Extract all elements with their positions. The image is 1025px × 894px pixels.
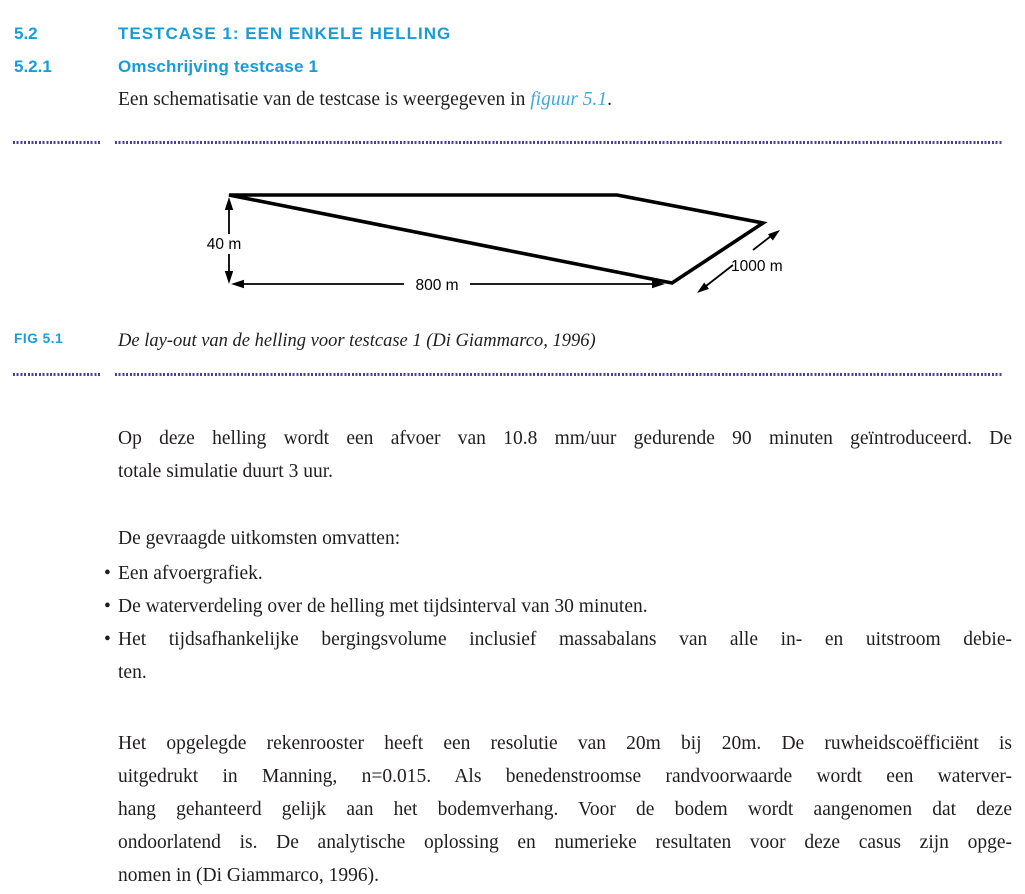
- arrowhead-down: [225, 271, 233, 284]
- requested-outputs-list: [104, 557, 1012, 689]
- figure-caption-row: [14, 329, 596, 353]
- text-line: Het tijdsafhankelijke bergingsvolume inclusief massabalans van alle in- en uitstroom debie-: [118, 629, 1012, 650]
- text-line: uitgedrukt in Manning, n=0.015. Als benedenstroomse randvoorwaarde wordt een waterver-: [118, 766, 1012, 787]
- text-line: Op deze helling wordt een afvoer van 10.8 mm/uur gedurende 90 minuten geïntroduceerd. De: [118, 428, 1012, 449]
- dotted-rule-segment: [13, 373, 102, 376]
- list-intro: De gevraagde uitkomsten omvatten:: [118, 528, 401, 549]
- intro-text: Een schematisatie van de testcase is weergegeven in: [118, 89, 531, 110]
- bullet-list: [104, 557, 1012, 689]
- text-line: totale simulatie duurt 3 uur.: [118, 461, 334, 482]
- figure-5-1: [0, 170, 1025, 320]
- text-line: nomen in (Di Giammarco, 1996).: [118, 865, 380, 886]
- subsection-heading-row: [14, 57, 1012, 77]
- dotted-rule-top: [0, 141, 1025, 144]
- arrowhead-up-right: [768, 230, 780, 241]
- text-line: ondoorlatend is. De analytische oplossing en numerieke resultaten voor deze casus zijn opge-: [118, 832, 1012, 853]
- text-line: Het opgelegde rekenrooster heeft een resolutie van 20m bij 20m. De ruwheidscoëfficiënt is: [118, 733, 1012, 754]
- section-number: 5.2: [14, 24, 38, 43]
- list-item: [104, 623, 1012, 689]
- bullet-marker: •: [104, 596, 111, 617]
- section-title: TESTCASE 1: EEN ENKELE HELLING: [118, 24, 452, 43]
- figure-link[interactable]: figuur 5.1: [530, 89, 608, 110]
- section-heading-row: [14, 24, 1012, 44]
- height-label: 40 m: [206, 236, 242, 253]
- paragraph-simulation: [118, 422, 1012, 488]
- dotted-rule-segment: [115, 141, 1003, 144]
- intro-text-end: .: [607, 89, 613, 110]
- subsection-number: 5.2.1: [14, 57, 52, 76]
- slope-diagram: [0, 170, 1025, 320]
- dotted-rule-bottom: [0, 373, 1025, 376]
- arrowhead-up: [225, 197, 233, 210]
- depth-label: 1000 m: [731, 258, 783, 275]
- subsection-title: Omschrijving testcase 1: [118, 57, 319, 76]
- width-label: 800 m: [415, 277, 459, 294]
- figure-caption-text: De lay-out van de helling voor testcase 1 (Di Giammarco, 1996): [118, 331, 596, 351]
- list-item: [104, 557, 1012, 590]
- bullet-marker: •: [104, 563, 111, 584]
- text-line: ten.: [118, 662, 147, 683]
- dotted-rule-segment: [115, 373, 1003, 376]
- text-line: Een afvoergrafiek.: [118, 563, 263, 584]
- figure-caption-tag: FIG 5.1: [14, 331, 64, 346]
- arrowhead-left: [231, 280, 244, 288]
- slope-plane-outline: [229, 195, 763, 283]
- text-line: De waterverdeling over de helling met tijdsinterval van 30 minuten.: [118, 596, 648, 617]
- paragraph-model-settings: [118, 727, 1012, 892]
- intro-paragraph: [118, 86, 1012, 114]
- bullet-marker: •: [104, 629, 111, 650]
- list-item: [104, 590, 1012, 623]
- dotted-rule-segment: [13, 141, 102, 144]
- text-line: hang gehanteerd gelijk aan het bodemverhang. Voor de bodem wordt aangenomen dat deze: [118, 799, 1012, 820]
